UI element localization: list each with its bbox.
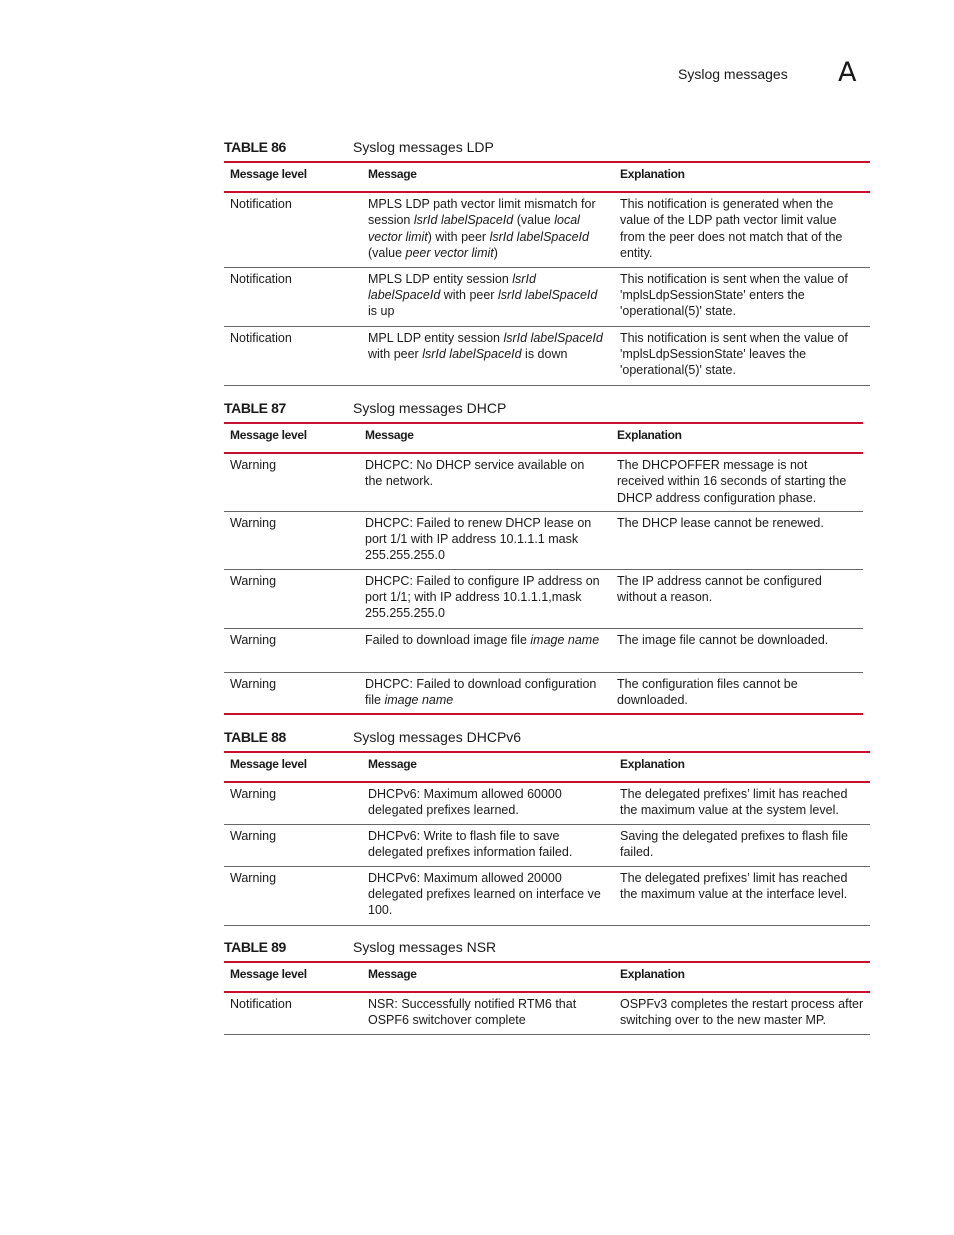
column-header-level: Message level <box>224 423 359 453</box>
table-87 <box>224 400 863 715</box>
table-row <box>224 569 863 628</box>
table-number: TABLE 88 <box>224 729 286 745</box>
appendix-letter: A <box>838 57 857 88</box>
table-row <box>224 326 870 385</box>
cell-explanation: The IP address cannot be configured without a reason. <box>611 569 863 628</box>
column-header-level: Message level <box>224 162 362 192</box>
cell-level: Warning <box>224 511 359 569</box>
cell-message: DHCPC: No DHCP service available on the network. <box>359 453 611 511</box>
table-row <box>224 511 863 569</box>
cell-level: Notification <box>224 992 362 1034</box>
syslog-table <box>224 422 863 715</box>
table-row <box>224 782 870 824</box>
cell-explanation: This notification is generated when the value of the LDP path vector limit value from the peer does not match that of the entity. <box>614 192 870 267</box>
column-header-message: Message <box>359 423 611 453</box>
cell-level: Warning <box>224 672 359 714</box>
column-header-message: Message <box>362 962 614 992</box>
table-row <box>224 866 870 925</box>
cell-message: MPLS LDP entity session lsrId labelSpaceId with peer lsrId labelSpaceId is up <box>362 267 614 326</box>
table-header-row <box>224 962 870 992</box>
table-header-row <box>224 423 863 453</box>
cell-explanation: The delegated prefixes’ limit has reached the maximum value at the system level. <box>614 782 870 824</box>
table-row <box>224 824 870 866</box>
column-header-message: Message <box>362 752 614 782</box>
column-header-message: Message <box>362 162 614 192</box>
cell-level: Warning <box>224 866 362 925</box>
table-row <box>224 992 870 1034</box>
cell-explanation: The image file cannot be downloaded. <box>611 628 863 672</box>
cell-message: DHCPv6: Maximum allowed 20000 delegated prefixes learned on interface ve 100. <box>362 866 614 925</box>
table-86 <box>224 139 870 386</box>
cell-level: Notification <box>224 267 362 326</box>
cell-explanation: This notification is sent when the value of 'mplsLdpSessionState' leaves the 'operational(5)' state. <box>614 326 870 385</box>
table-title: Syslog messages LDP <box>353 139 494 155</box>
cell-level: Warning <box>224 453 359 511</box>
table-row <box>224 628 863 672</box>
table-number: TABLE 87 <box>224 400 286 416</box>
table-caption <box>224 139 870 161</box>
table-88 <box>224 729 870 926</box>
column-header-explanation: Explanation <box>614 962 870 992</box>
cell-message: Failed to download image file image name <box>359 628 611 672</box>
table-number: TABLE 89 <box>224 939 286 955</box>
cell-explanation: OSPFv3 completes the restart process after switching over to the new master MP. <box>614 992 870 1034</box>
column-header-explanation: Explanation <box>614 162 870 192</box>
table-number: TABLE 86 <box>224 139 286 155</box>
cell-explanation: The DHCPOFFER message is not received within 16 seconds of starting the DHCP address configuration phase. <box>611 453 863 511</box>
syslog-table <box>224 961 870 1035</box>
cell-level: Warning <box>224 569 359 628</box>
cell-explanation: The DHCP lease cannot be renewed. <box>611 511 863 569</box>
cell-message: DHCPC: Failed to renew DHCP lease on port 1/1 with IP address 10.1.1.1 mask 255.255.255.0 <box>359 511 611 569</box>
table-header-row <box>224 162 870 192</box>
cell-level: Warning <box>224 628 359 672</box>
cell-message: NSR: Successfully notified RTM6 that OSPF6 switchover complete <box>362 992 614 1034</box>
page-header <box>0 57 954 90</box>
column-header-explanation: Explanation <box>614 752 870 782</box>
cell-message: DHCPv6: Write to flash file to save delegated prefixes information failed. <box>362 824 614 866</box>
column-header-explanation: Explanation <box>611 423 863 453</box>
cell-level: Warning <box>224 782 362 824</box>
cell-level: Notification <box>224 326 362 385</box>
cell-level: Notification <box>224 192 362 267</box>
cell-explanation: The delegated prefixes’ limit has reached the maximum value at the interface level. <box>614 866 870 925</box>
table-title: Syslog messages NSR <box>353 939 497 955</box>
cell-message: MPLS LDP path vector limit mismatch for session lsrId labelSpaceId (value local vector limit) with peer lsrId labelSpaceId (value peer vector limit) <box>362 192 614 267</box>
cell-explanation: The configuration files cannot be downloaded. <box>611 672 863 714</box>
cell-message: DHCPC: Failed to download configuration file image name <box>359 672 611 714</box>
syslog-table <box>224 161 870 386</box>
cell-message: DHCPv6: Maximum allowed 60000 delegated prefixes learned. <box>362 782 614 824</box>
syslog-table <box>224 751 870 926</box>
cell-explanation: Saving the delegated prefixes to flash file failed. <box>614 824 870 866</box>
table-caption <box>224 729 870 751</box>
table-row <box>224 672 863 714</box>
cell-message: DHCPC: Failed to configure IP address on port 1/1; with IP address 10.1.1.1,mask 255.255.255.0 <box>359 569 611 628</box>
cell-explanation: This notification is sent when the value of 'mplsLdpSessionState' enters the 'operational(5)' state. <box>614 267 870 326</box>
column-header-level: Message level <box>224 752 362 782</box>
header-title: Syslog messages <box>678 66 788 82</box>
cell-level: Warning <box>224 824 362 866</box>
table-row <box>224 192 870 267</box>
table-89 <box>224 939 870 1035</box>
table-title: Syslog messages DHCPv6 <box>353 729 522 745</box>
table-title: Syslog messages DHCP <box>353 400 507 416</box>
cell-message: MPL LDP entity session lsrId labelSpaceId with peer lsrId labelSpaceId is down <box>362 326 614 385</box>
column-header-level: Message level <box>224 962 362 992</box>
table-row <box>224 267 870 326</box>
table-row <box>224 453 863 511</box>
table-header-row <box>224 752 870 782</box>
table-caption <box>224 400 863 422</box>
table-caption <box>224 939 870 961</box>
